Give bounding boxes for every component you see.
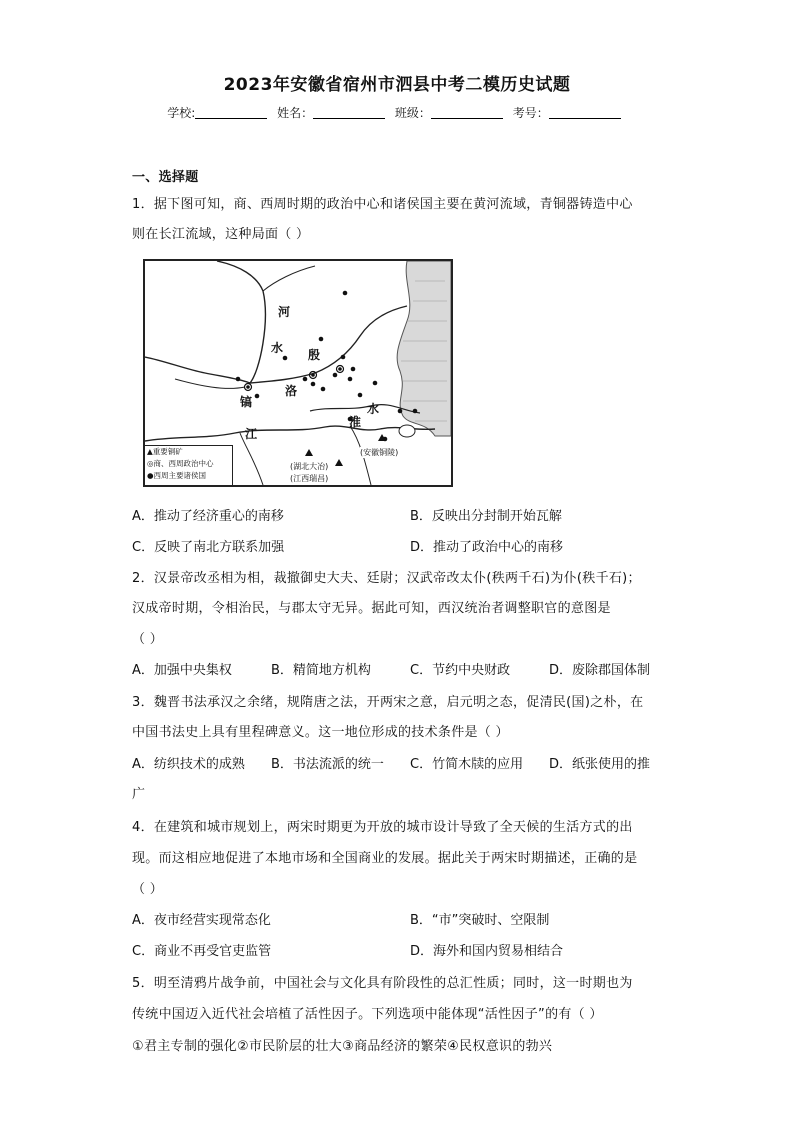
q2-option-a[interactable]: A．加强中央集权 — [132, 663, 232, 678]
q4-stem-line3: （ ） — [132, 882, 164, 897]
legend-copper-mine: ▲重要铜矿 — [147, 447, 183, 456]
yangtze-river — [145, 426, 435, 441]
number-label: 考号： — [512, 106, 549, 120]
q2-option-c[interactable]: C．节约中央财政 — [410, 663, 511, 678]
label-river-jiang: 江 — [245, 427, 258, 441]
wei-river — [175, 379, 245, 388]
q4-option-a[interactable]: A．夜市经营实现常态化 — [132, 913, 271, 928]
number-blank[interactable] — [549, 106, 621, 119]
label-river-huai: 淮 — [349, 415, 362, 429]
q3-option-d-continued[interactable]: 广 — [132, 787, 146, 802]
student-info-row — [0, 104, 794, 121]
school-blank[interactable] — [195, 106, 267, 119]
q4-stem-line2: 现。而这相应地促进了本地市场和全国商业的发展。据此关于两宋时期描述，正确的是 — [132, 851, 638, 866]
label-river-shui-2: 水 — [367, 402, 380, 416]
q4-option-c[interactable]: C．商业不再受官吏监管 — [132, 944, 272, 959]
q3-option-b[interactable]: B．书法流派的统一 — [271, 757, 384, 772]
name-blank[interactable] — [313, 106, 385, 119]
label-city-luo: 洛 — [285, 384, 298, 398]
q5-statements: ①君主专制的强化②市民阶层的壮大③商品经济的繁荣④民权意识的勃兴 — [132, 1039, 553, 1054]
q3-stem-line1: 3．魏晋书法承汉之余绪，规隋唐之法，开两宋之意，启元明之态，促清民(国)之朴，在 — [132, 695, 644, 710]
yellow-river-upper — [145, 261, 265, 383]
q1-option-c[interactable]: C．反映了南北方联系加强 — [132, 540, 285, 555]
q2-option-d[interactable]: D．废除郡国体制 — [549, 663, 651, 678]
name-label: 姓名： — [277, 106, 314, 120]
map-legend — [145, 445, 233, 485]
class-label: 班级： — [394, 106, 431, 120]
page-title: 2023年安徽省宿州市泗县中考二模历史试题 — [223, 75, 571, 95]
q1-option-d[interactable]: D．推动了政治中心的南移 — [410, 540, 564, 555]
label-mine-jiangxi: (江西瑞昌) — [290, 474, 329, 483]
q5-stem-line1: 5．明至清鸦片战争前，中国社会与文化具有阶段性的总汇性质；同时，这一时期也为 — [132, 976, 633, 991]
q1-stem-line2: 则在长江流域，这种局面（ ） — [132, 227, 310, 242]
q2-option-b[interactable]: B．精简地方机构 — [271, 663, 371, 678]
label-river-he: 河 — [278, 305, 291, 319]
legend-political-center: ◎商、西周政治中心 — [147, 459, 214, 468]
legend-vassal-state: ●西周主要诸侯国 — [147, 471, 207, 480]
class-blank[interactable] — [431, 106, 503, 119]
q1-map — [143, 259, 453, 487]
yellow-river-branch — [263, 266, 315, 291]
q1-stem-line1: 1．据下图可知，商、西周时期的政治中心和诸侯国主要在黄河流域，青铜器铸造中心 — [132, 197, 633, 212]
q4-option-d[interactable]: D．海外和国内贸易相结合 — [410, 944, 564, 959]
section-heading: 一、选择题 — [132, 170, 199, 185]
q2-stem-line2: 汉成帝时期，令相治民，与郡太守无异。据此可知，西汉统治者调整职官的意图是 — [132, 601, 611, 616]
label-mine-anhui: (安徽铜陵) — [360, 448, 399, 457]
label-mine-hubei: (湖北大冶) — [290, 462, 329, 471]
vassal-dots — [236, 291, 418, 442]
q1-option-a[interactable]: A．推动了经济重心的南移 — [132, 509, 284, 524]
label-city-hao: 镐 — [240, 395, 253, 409]
q3-option-c[interactable]: C．竹简木牍的应用 — [410, 757, 524, 772]
q2-stem-line3: （ ） — [132, 632, 164, 647]
q3-option-a[interactable]: A．纺织技术的成熟 — [132, 757, 245, 772]
q5-stem-line2: 传统中国迈入近代社会培植了活性因子。下列选项中能体现“活性因子”的有（ ） — [132, 1007, 603, 1022]
q4-option-b[interactable]: B．“市”突破时、空限制 — [410, 913, 550, 928]
q4-stem-line1: 4．在建筑和城市规划上，两宋时期更为开放的城市设计导致了全天候的生活方式的出 — [132, 820, 633, 835]
q3-stem-line2: 中国书法史上具有里程碑意义。这一地位形成的技术条件是（ ） — [132, 725, 509, 740]
label-river-shui-1: 水 — [271, 341, 284, 355]
school-label: 学校: — [167, 106, 196, 120]
lake — [399, 425, 415, 437]
q2-stem-line1: 2．汉景帝改丞相为相，裁撤御史大夫、廷尉；汉武帝改太仆(秩两千石)为仆(秩千石)； — [132, 571, 641, 586]
q1-option-b[interactable]: B．反映出分封制开始瓦解 — [410, 509, 562, 524]
q3-option-d[interactable]: D．纸张使用的推 — [549, 757, 651, 772]
label-city-yin: 殷 — [308, 348, 321, 362]
